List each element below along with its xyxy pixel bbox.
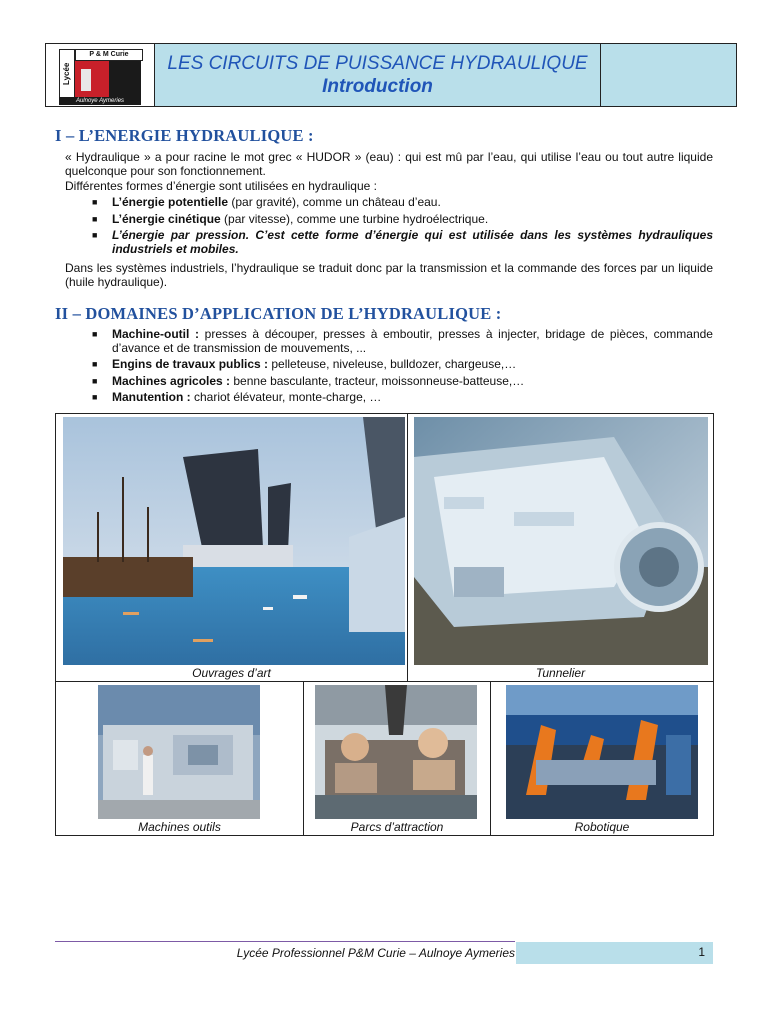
footer-divider <box>55 941 515 942</box>
document-title: LES CIRCUITS DE PUISSANCE HYDRAULIQUE <box>167 53 588 74</box>
logo-top-text: P & M Curie <box>75 49 143 61</box>
photo-cell-parcs <box>304 682 491 835</box>
section1-heading: I – L’ENERGIE HYDRAULIQUE : <box>55 126 314 145</box>
logo-side-text: Lycée <box>59 49 75 99</box>
caption-robotique: Robotique <box>574 820 630 834</box>
section2-heading: II – DOMAINES D’APPLICATION DE L’HYDRAULIQUE : <box>55 304 502 323</box>
application-domains-list <box>92 328 713 408</box>
list-item: ■ Machine-outil : presses à découper, presses à emboutir, presses à injecter, bridage de pièces, commande d’avance et de transmission de mouvements, ... <box>92 327 713 355</box>
list-item: ■ L’énergie cinétique (par vitesse), comme une turbine hydroélectrique. <box>92 211 489 226</box>
title-cell <box>155 44 601 106</box>
caption-parcs: Parcs d’attraction <box>350 820 444 834</box>
list-item: ■ Engins de travaux publics : pelleteuse, niveleuse, bulldozer, chargeuse,… <box>92 357 517 371</box>
caption-ouvrages: Ouvrages d’art <box>192 666 271 680</box>
energy-forms-list <box>92 196 713 259</box>
list-item: ■ Machines agricoles : benne basculante, tracteur, moissonneuse-batteuse,… <box>92 373 525 388</box>
list-item: ■ L’énergie par pression. C’est cette forme d’énergie qui est utilisée dans les systèmes hydrauliques industriels et mobiles. <box>92 228 713 256</box>
machine-tool-photo <box>98 685 260 819</box>
photo-cell-ouvrages <box>56 414 408 682</box>
document-subtitle: Introduction <box>322 76 433 97</box>
photo-cell-tunnelier <box>408 414 713 682</box>
photo-table <box>55 413 714 836</box>
caption-tunnelier: Tunnelier <box>535 666 586 680</box>
tunnel-boring-machine-photo <box>414 417 708 665</box>
page-header <box>45 43 737 107</box>
logo-bottom-text: Aulnoye Aymeries <box>59 97 141 105</box>
page-number: 1 <box>516 942 713 964</box>
amusement-ride-photo <box>315 685 477 819</box>
list-item: ■ Manutention : chariot élévateur, monte-charge, … <box>92 390 382 404</box>
footer-school: Lycée Professionnel P&M Curie – Aulnoye Aymeries <box>236 946 515 960</box>
bridge-photo <box>63 417 405 665</box>
caption-machines: Machines outils <box>138 820 221 834</box>
list-item: ■ L’énergie potentielle (par gravité), comme un château d’eau. <box>92 195 441 209</box>
header-empty-cell <box>601 44 736 106</box>
logo-cell <box>46 44 155 106</box>
photo-cell-robotique <box>491 682 713 835</box>
section1-conclusion: Dans les systèmes industriels, l’hydraulique se traduit donc par la transmission et la commande des forces par un liquide (huile hydraulique). <box>65 261 713 289</box>
section1-intro: « Hydraulique » a pour racine le mot grec « HUDOR » (eau) : qui est mû par l’eau, qui utilise l’eau ou tout autre liquide quelconque pour son fonctionnement. <box>65 150 713 178</box>
section1-forms-intro: Différentes formes d’énergie sont utilisées en hydraulique : <box>65 179 377 193</box>
photo-cell-machines <box>56 682 304 835</box>
robotics-photo <box>506 685 698 819</box>
school-logo <box>57 45 143 105</box>
